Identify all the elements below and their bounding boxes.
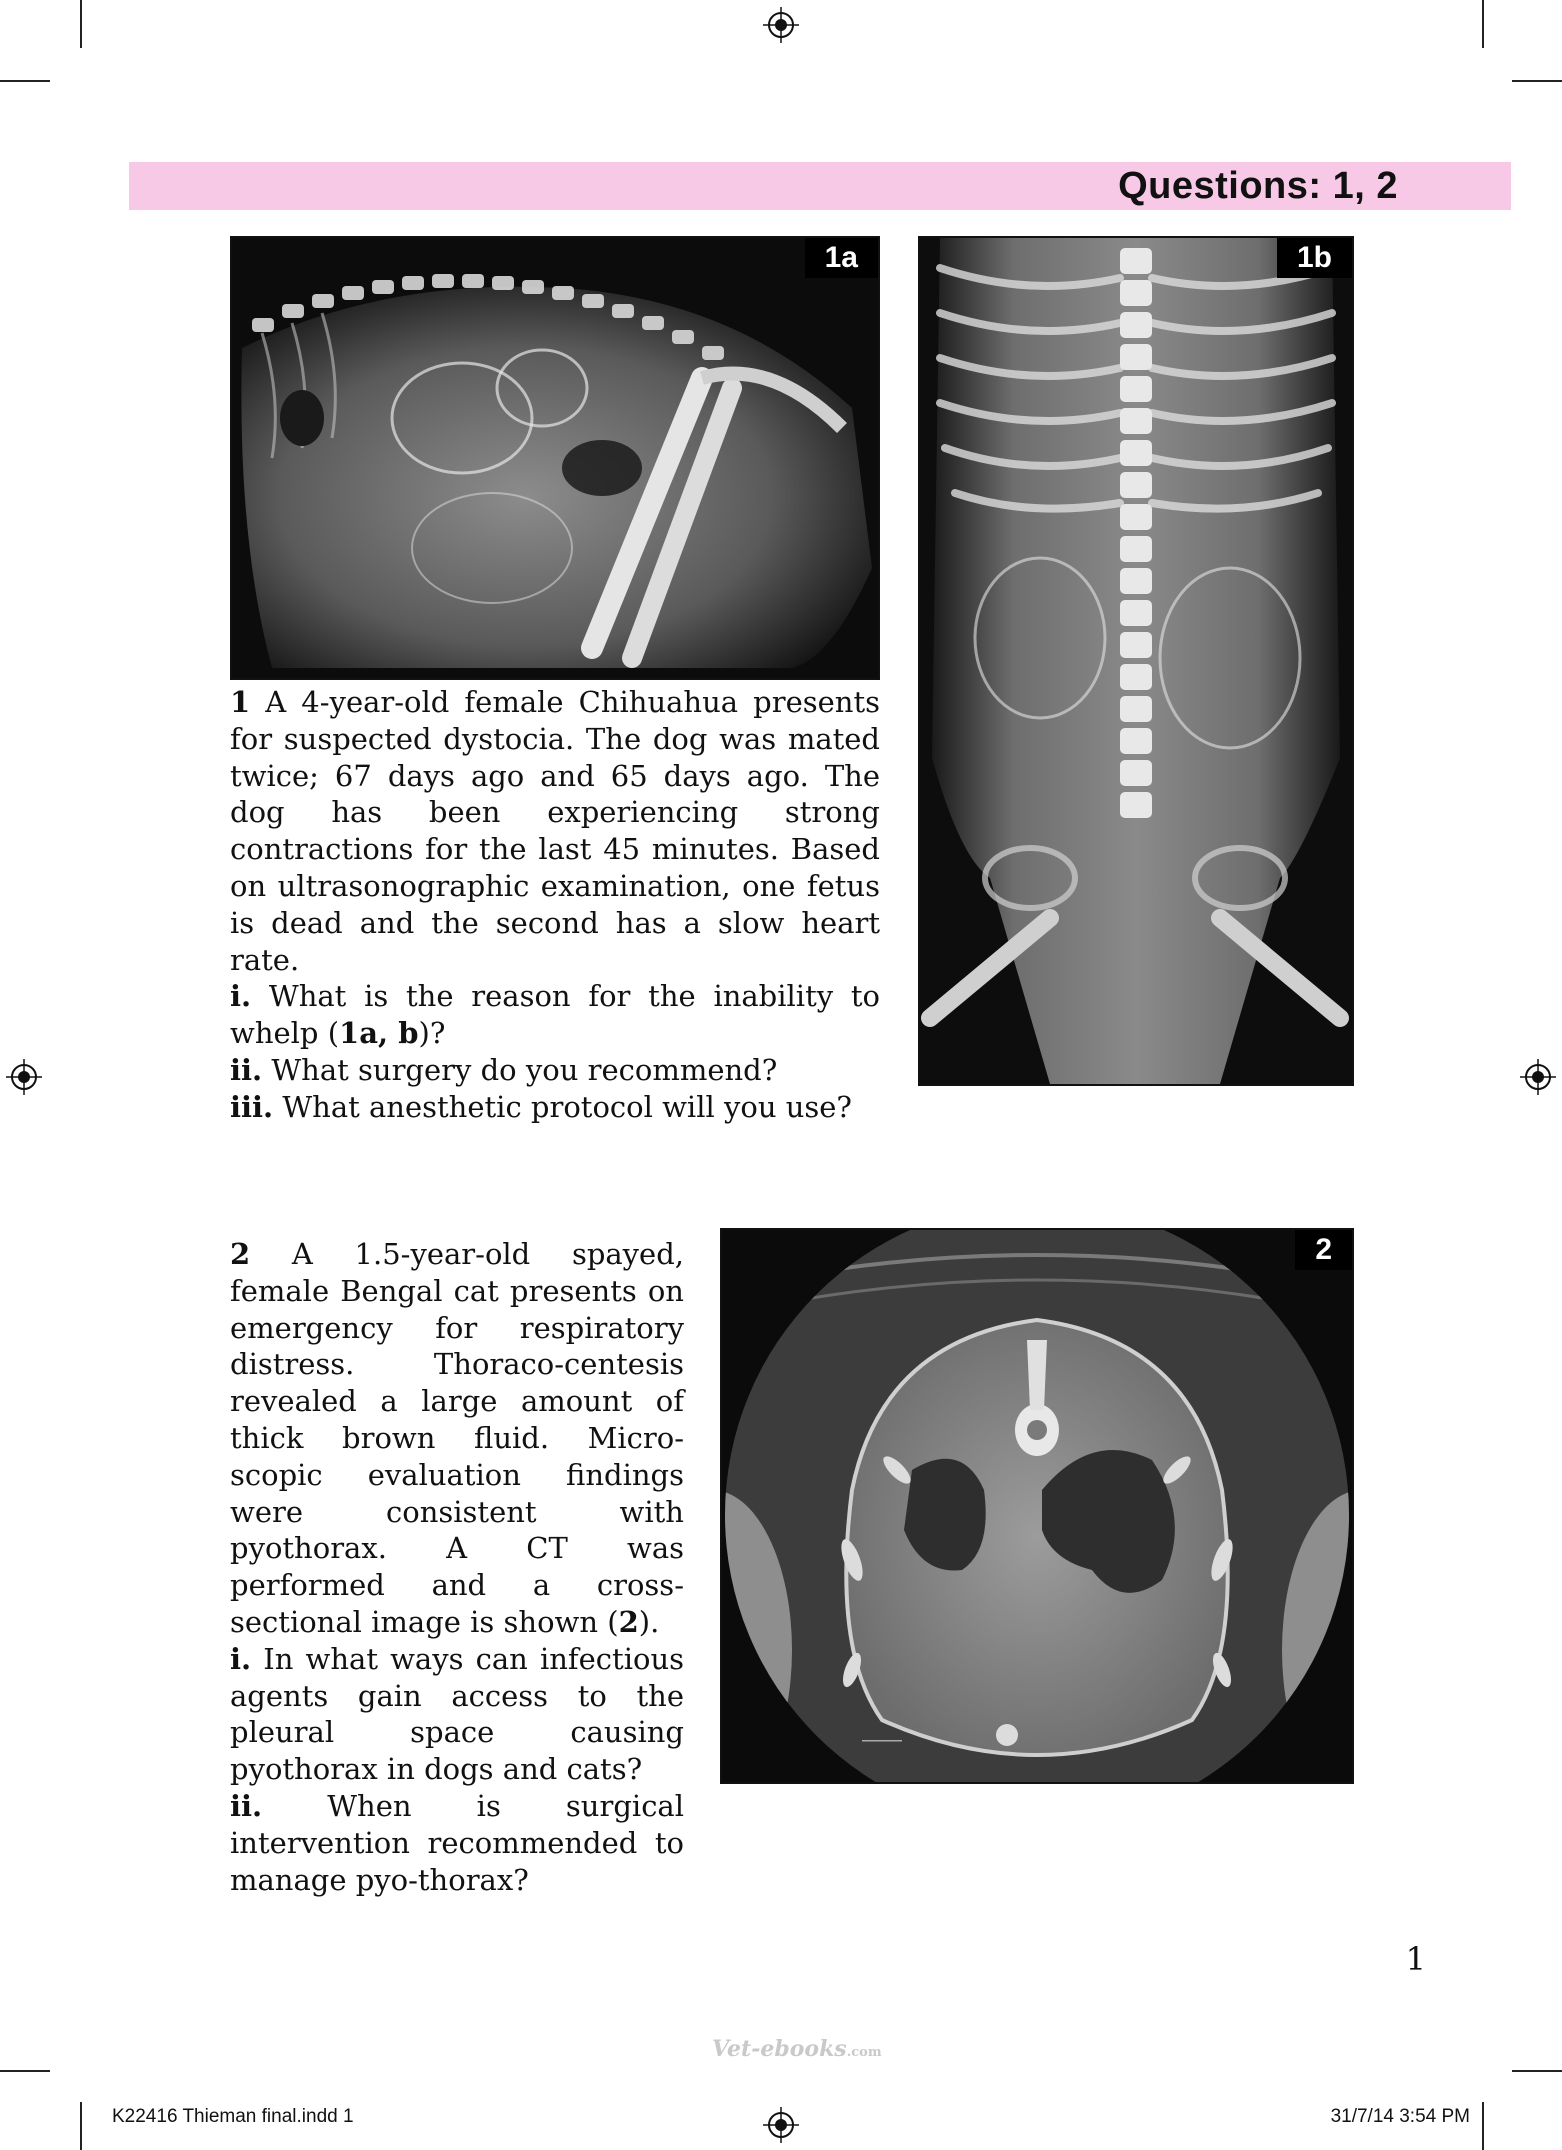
crop-mark — [1482, 2102, 1484, 2150]
question-intro-text: A 1.5-year-old spayed, female Bengal cat presents on emergency for respiratory distress. Thoraco-centesis revealed a large amount of thick brown fluid. Micro-scopic evaluation findings were consistent with pyothorax. A CT was performed and a cross-sectional image is shown ( — [230, 1237, 685, 1639]
part-text: What surgery do you recommend? — [271, 1052, 778, 1087]
registration-mark-icon — [4, 1057, 44, 1097]
crop-mark — [1512, 2070, 1562, 2072]
figure-label: 1a — [805, 238, 878, 278]
question-1-intro — [230, 684, 880, 978]
crop-mark — [0, 2070, 50, 2072]
question-1 — [230, 684, 880, 1126]
slug-timestamp: 31/7/14 3:54 PM — [1330, 2106, 1470, 2127]
lateral-radiograph-image — [232, 238, 878, 678]
part-text: What anesthetic protocol will you use? — [282, 1089, 852, 1124]
question-number: 2 — [230, 1237, 251, 1271]
ventrodorsal-radiograph-image — [920, 238, 1352, 1084]
part-text: In what ways can infectious agents gain access to the pleural space causing pyothorax in dogs and cats? — [230, 1641, 685, 1787]
page-number: 1 — [1405, 1940, 1426, 1978]
watermark-suffix: .com — [846, 2045, 882, 2060]
registration-mark-icon — [761, 2105, 801, 2145]
question-intro-text: A 4-year-old female Chihuahua presents for suspected dystocia. The dog was mated twice; 67 days ago and 65 days ago. The dog has been experiencing strong contractions for the last 45 minutes. Based on ultrasonographic examination, one fetus is dead and the second has a slow heart rate. — [230, 685, 881, 977]
question-intro-text: ). — [638, 1604, 660, 1639]
part-label: i. — [230, 1641, 252, 1676]
part-text: When is surgical intervention recommended to manage pyo-thorax? — [230, 1788, 684, 1897]
part-label: i. — [230, 979, 252, 1014]
question-part — [230, 1089, 880, 1126]
question-2-intro — [230, 1236, 684, 1641]
question-2 — [230, 1236, 684, 1898]
question-part — [230, 1641, 684, 1788]
figure-label: 2 — [1295, 1230, 1352, 1270]
part-label: iii. — [230, 1089, 274, 1124]
question-part — [230, 1788, 684, 1898]
crop-mark — [0, 80, 50, 82]
slug-filename: K22416 Thieman final.indd 1 — [112, 2106, 354, 2127]
figure-reference: 1a, b — [339, 1016, 419, 1051]
part-text: )? — [418, 1016, 446, 1051]
figure-label: 1b — [1277, 238, 1352, 278]
watermark — [712, 2036, 882, 2062]
question-part — [230, 978, 880, 1052]
figure-1a-radiograph — [230, 236, 880, 680]
crop-mark — [1512, 80, 1562, 82]
crop-mark — [80, 0, 82, 48]
part-label: ii. — [230, 1052, 263, 1087]
part-label: ii. — [230, 1788, 263, 1823]
figure-1b-radiograph — [918, 236, 1354, 1086]
figure-2-ct — [720, 1228, 1354, 1784]
watermark-text: Vet-ebooks — [712, 2036, 847, 2062]
crop-mark — [80, 2102, 82, 2150]
ct-scan-image — [722, 1230, 1352, 1782]
registration-mark-icon — [761, 5, 801, 45]
part-text: What is the reason for the inability to whelp ( — [230, 979, 880, 1051]
figure-reference: 2 — [618, 1604, 639, 1639]
question-number: 1 — [230, 685, 251, 719]
registration-mark-icon — [1518, 1057, 1558, 1097]
question-part — [230, 1052, 880, 1089]
page-title: Questions: 1, 2 — [1118, 165, 1398, 207]
crop-mark — [1482, 0, 1484, 48]
